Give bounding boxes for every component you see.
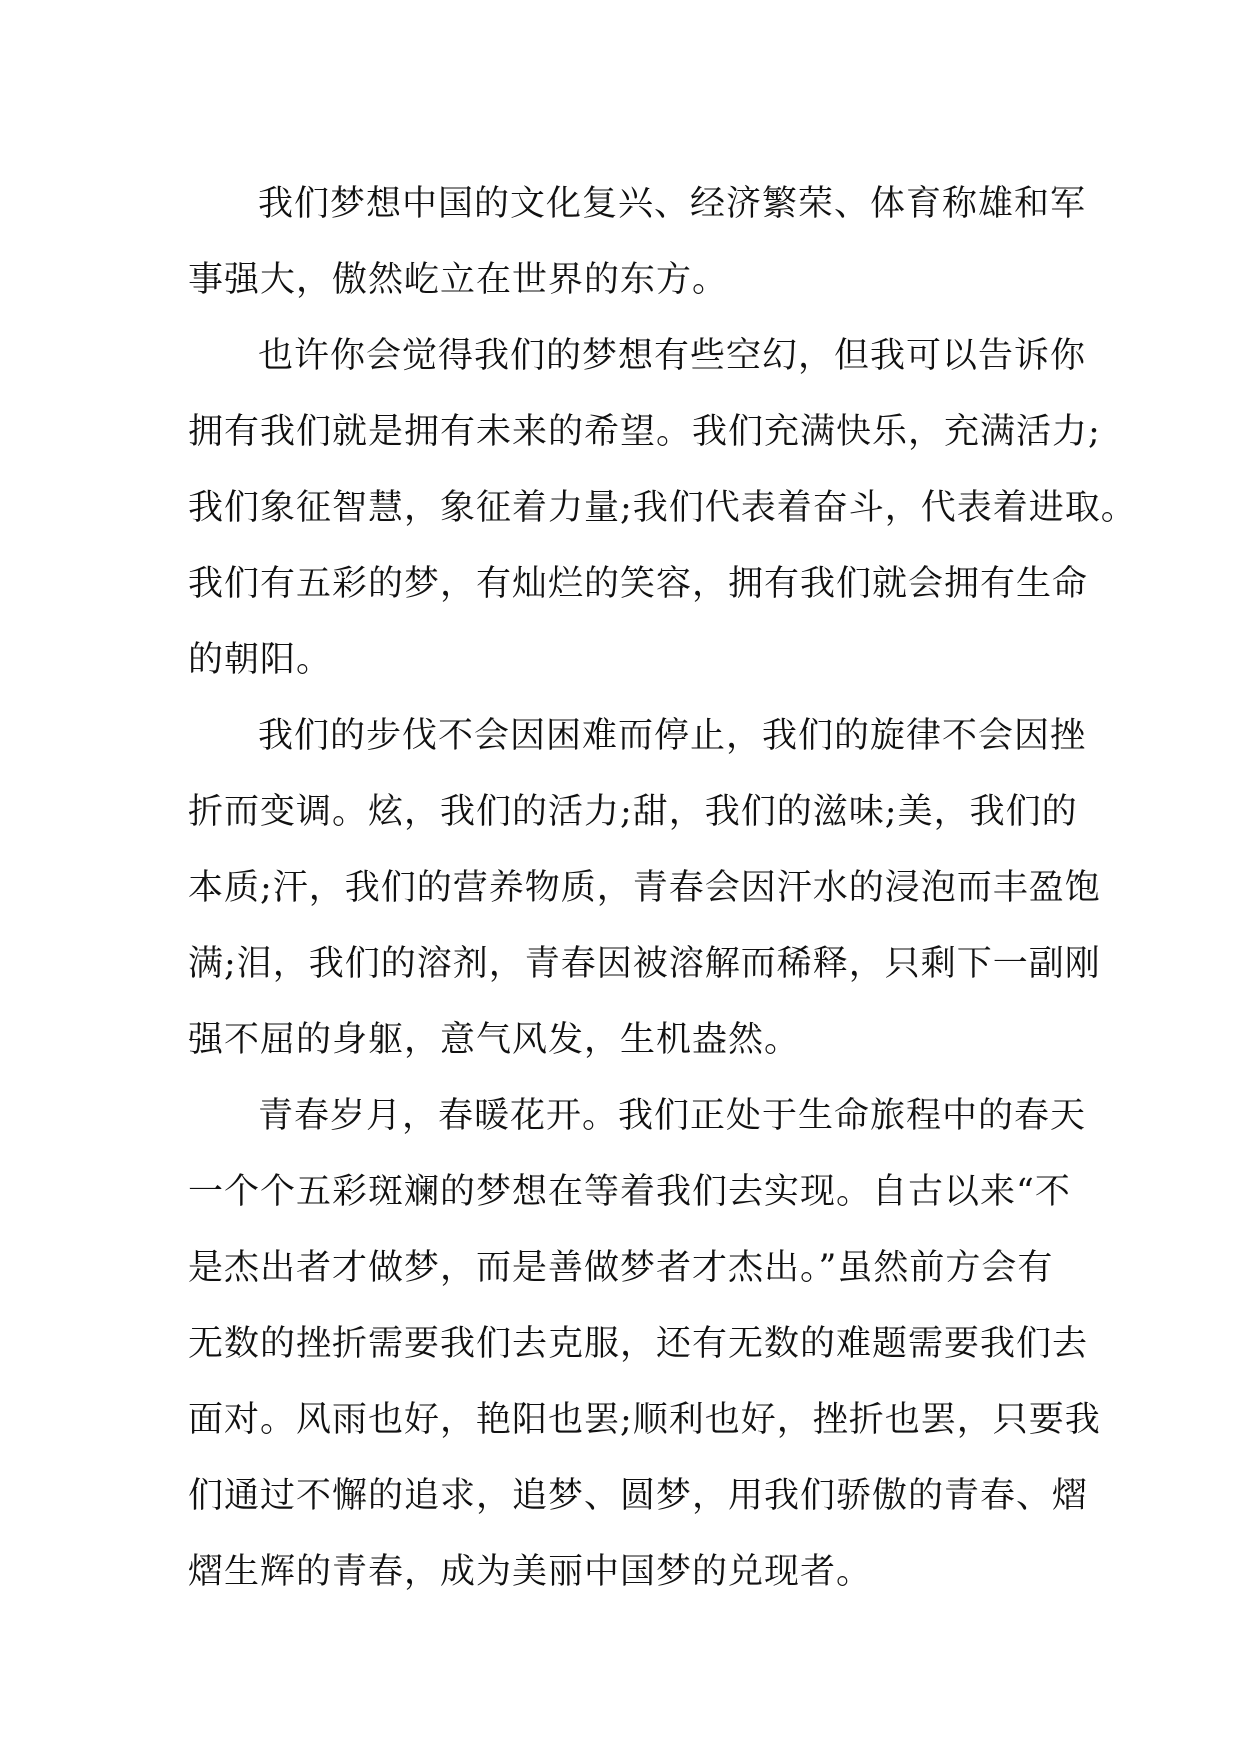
paragraph-line: 事强大，傲然屹立在世界的东方。 <box>188 260 729 300</box>
paragraph-line: 我们有五彩的梦，有灿烂的笑容，拥有我们就会拥有生命 <box>188 564 1089 604</box>
paragraph-3 <box>188 698 1101 1078</box>
paragraph-2 <box>188 318 1137 698</box>
paragraph-line: 我们的步伐不会因困难而停止，我们的旋律不会因挫 <box>258 716 1087 756</box>
paragraph-line: 拥有我们就是拥有未来的希望。我们充满快乐，充满活力; <box>188 412 1101 452</box>
paragraph-line: 一个个五彩斑斓的梦想在等着我们去实现。自古以来“不 <box>188 1172 1071 1212</box>
paragraph-line: 的朝阳。 <box>188 640 333 680</box>
paragraph-line: 熠生辉的青春，成为美丽中国梦的兑现者。 <box>188 1552 873 1592</box>
paragraph-line: 面对。风雨也好，艳阳也罢;顺利也好，挫折也罢，只要我 <box>188 1400 1101 1440</box>
paragraph-line: 青春岁月，春暖花开。我们正处于生命旅程中的春天 <box>258 1096 1087 1136</box>
paragraph-line: 也许你会觉得我们的梦想有些空幻，但我可以告诉你 <box>258 336 1087 376</box>
paragraph-line: 我们象征智慧，象征着力量;我们代表着奋斗，代表着进取。 <box>188 488 1137 528</box>
paragraph-1 <box>188 166 1087 318</box>
paragraph-line: 满;泪，我们的溶剂，青春因被溶解而稀释，只剩下一副刚 <box>188 944 1101 984</box>
paragraph-line: 折而变调。炫，我们的活力;甜，我们的滋味;美，我们的 <box>188 792 1078 832</box>
paragraph-line: 我们梦想中国的文化复兴、经济繁荣、体育称雄和军 <box>258 184 1087 224</box>
paragraph-4 <box>188 1078 1101 1610</box>
paragraph-line: 本质;汗，我们的营养物质，青春会因汗水的浸泡而丰盈饱 <box>188 868 1101 908</box>
paragraph-line: 们通过不懈的追求，追梦、圆梦，用我们骄傲的青春、熠 <box>188 1476 1089 1516</box>
paragraph-line: 强不屈的身躯，意气风发，生机盎然。 <box>188 1020 801 1060</box>
document-body <box>188 166 1137 1610</box>
paragraph-line: 无数的挫折需要我们去克服，还有无数的难题需要我们去 <box>188 1324 1089 1364</box>
paragraph-line: 是杰出者才做梦，而是善做梦者才杰出。”虽然前方会有 <box>188 1248 1054 1288</box>
